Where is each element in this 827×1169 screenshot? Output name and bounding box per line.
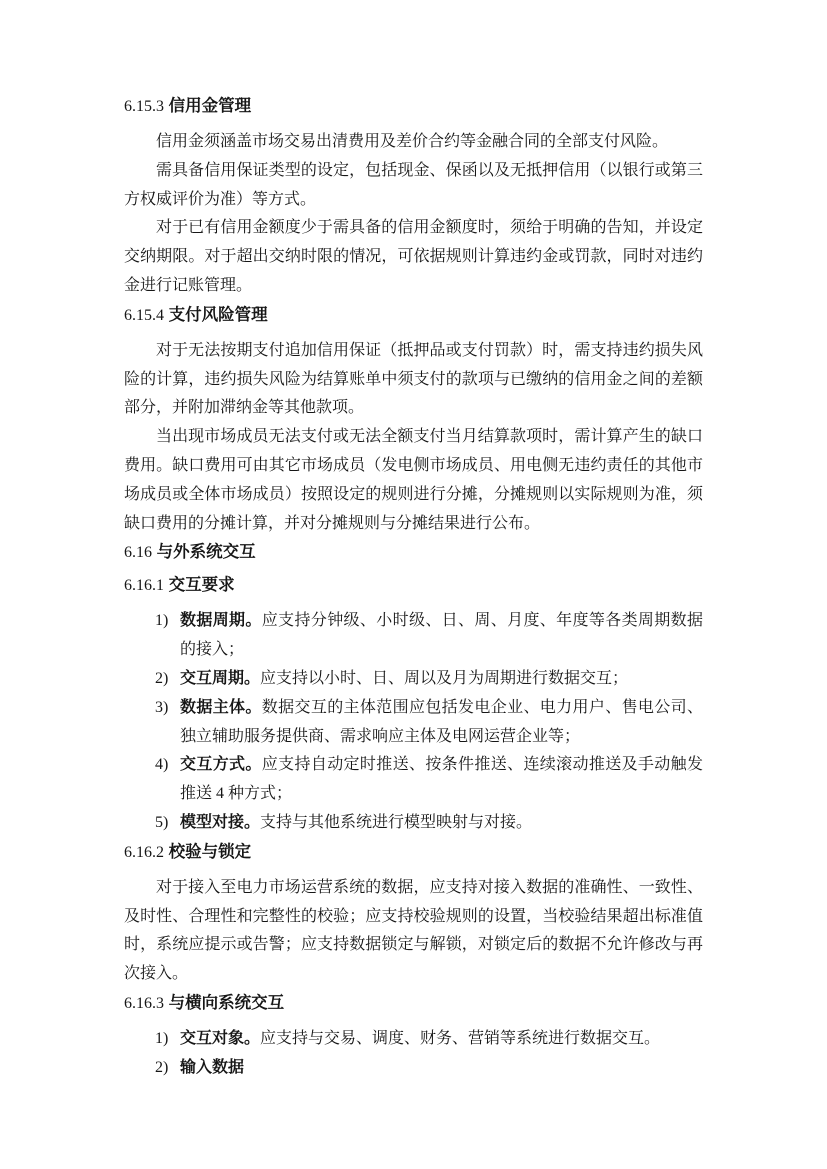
list-item bbox=[124, 751, 703, 809]
section-heading-level3 bbox=[124, 992, 703, 1015]
list-item-marker: 1) bbox=[155, 612, 169, 630]
heading-number: 6.16.2 bbox=[124, 843, 164, 861]
section-heading-level3 bbox=[124, 574, 703, 597]
list-item-text: 应支持自动定时推送、按条件推送、连续滚动推送及手动触发推送 4 种方式； bbox=[180, 756, 703, 803]
list-item-term: 输入数据 bbox=[180, 1058, 245, 1076]
section-heading-level2 bbox=[124, 541, 703, 564]
heading-title: 支付风险管理 bbox=[168, 305, 268, 324]
list-item-term: 数据周期。 bbox=[180, 612, 262, 630]
list-item-term: 数据主体。 bbox=[180, 698, 262, 716]
numbered-list bbox=[124, 607, 703, 837]
list-item bbox=[124, 607, 703, 665]
list-item-term: 交互方式。 bbox=[180, 756, 262, 774]
list-item bbox=[124, 809, 703, 838]
list-item bbox=[124, 694, 703, 752]
heading-title: 交互要求 bbox=[168, 576, 235, 595]
heading-number: 6.16 bbox=[124, 544, 152, 562]
paragraph: 信用金须涵盖市场交易出清费用及差价合约等金融合同的全部支付风险。 bbox=[156, 133, 669, 150]
section-heading-level3 bbox=[124, 304, 703, 327]
heading-title: 与横向系统交互 bbox=[168, 993, 285, 1012]
list-item-term: 交互对象。 bbox=[180, 1029, 261, 1047]
list-item-marker: 1) bbox=[155, 1029, 169, 1047]
list-item-text: 支持与其他系统进行模型映射与对接。 bbox=[260, 813, 533, 831]
list-item-text: 应支持以小时、日、周以及月为周期进行数据交互； bbox=[260, 669, 629, 687]
paragraph: 当出现市场成员无法支付或无法全额支付当月结算款项时，需计算产生的缺口费用。缺口费用可由其它市场成员（发电侧市场成员、用电侧无违约责任的其他市场成员或全体市场成员）按照设定的规则进行分摊，分摊规则以实际规则为准，须缺口费用的分摊计算，并对分摊规则与分摊结果进行公布。 bbox=[124, 428, 703, 532]
heading-title: 与外系统交互 bbox=[156, 543, 256, 562]
list-item-marker: 3) bbox=[155, 698, 169, 716]
list-item-marker: 4) bbox=[155, 756, 169, 774]
heading-number: 6.15.4 bbox=[124, 306, 164, 324]
numbered-list bbox=[124, 1025, 703, 1083]
paragraph: 对于无法按期支付追加信用保证（抵押品或支付罚款）时，需支持违约损失风险的计算，违约损失风险为结算账单中须支付的款项与已缴纳的信用金之间的差额部分，并附加滞纳金等其他款项。 bbox=[124, 341, 703, 417]
list-item bbox=[124, 1025, 703, 1054]
list-item-marker: 5) bbox=[155, 813, 169, 831]
list-item-text: 数据交互的主体范围应包括发电企业、电力用户、售电公司、独立辅助服务提供商、需求响应主体及电网运营企业等； bbox=[180, 698, 703, 745]
list-item bbox=[124, 1054, 703, 1083]
list-item-term: 交互周期。 bbox=[180, 669, 261, 687]
heading-title: 校验与锁定 bbox=[168, 842, 252, 861]
heading-number: 6.16.3 bbox=[124, 994, 164, 1012]
list-item-marker: 2) bbox=[155, 1058, 169, 1076]
list-item-text: 应支持分钟级、小时级、日、周、月度、年度等各类周期数据的接入； bbox=[180, 612, 703, 659]
heading-number: 6.15.3 bbox=[124, 98, 164, 115]
heading-title: 信用金管理 bbox=[168, 97, 252, 115]
section-heading-level3 bbox=[124, 841, 703, 864]
paragraph: 需具备信用保证类型的设定，包括现金、保函以及无抵押信用（以银行或第三方权威评价为准）等方式。 bbox=[124, 161, 703, 208]
list-item-term: 模型对接。 bbox=[180, 813, 261, 831]
paragraph: 对于已有信用金额度少于需具备的信用金额度时，须给于明确的告知，并设定交纳期限。对于超出交纳时限的情况，可依据规则计算违约金或罚款，同时对违约金进行记账管理。 bbox=[124, 219, 703, 294]
heading-number: 6.16.1 bbox=[124, 577, 164, 595]
list-item-text: 应支持与交易、调度、财务、营销等系统进行数据交互。 bbox=[260, 1029, 661, 1047]
paragraph: 对于接入至电力市场运营系统的数据，应支持对接入数据的准确性、一致性、及时性、合理性和完整性的校验；应支持校验规则的设置，当校验结果超出标准值时，系统应提示或告警；应支持数据锁定与解锁，对锁定后的数据不允许修改与再次接入。 bbox=[124, 878, 703, 983]
section-heading-level3 bbox=[124, 95, 703, 118]
list-item-marker: 2) bbox=[155, 669, 169, 687]
list-item bbox=[124, 665, 703, 694]
